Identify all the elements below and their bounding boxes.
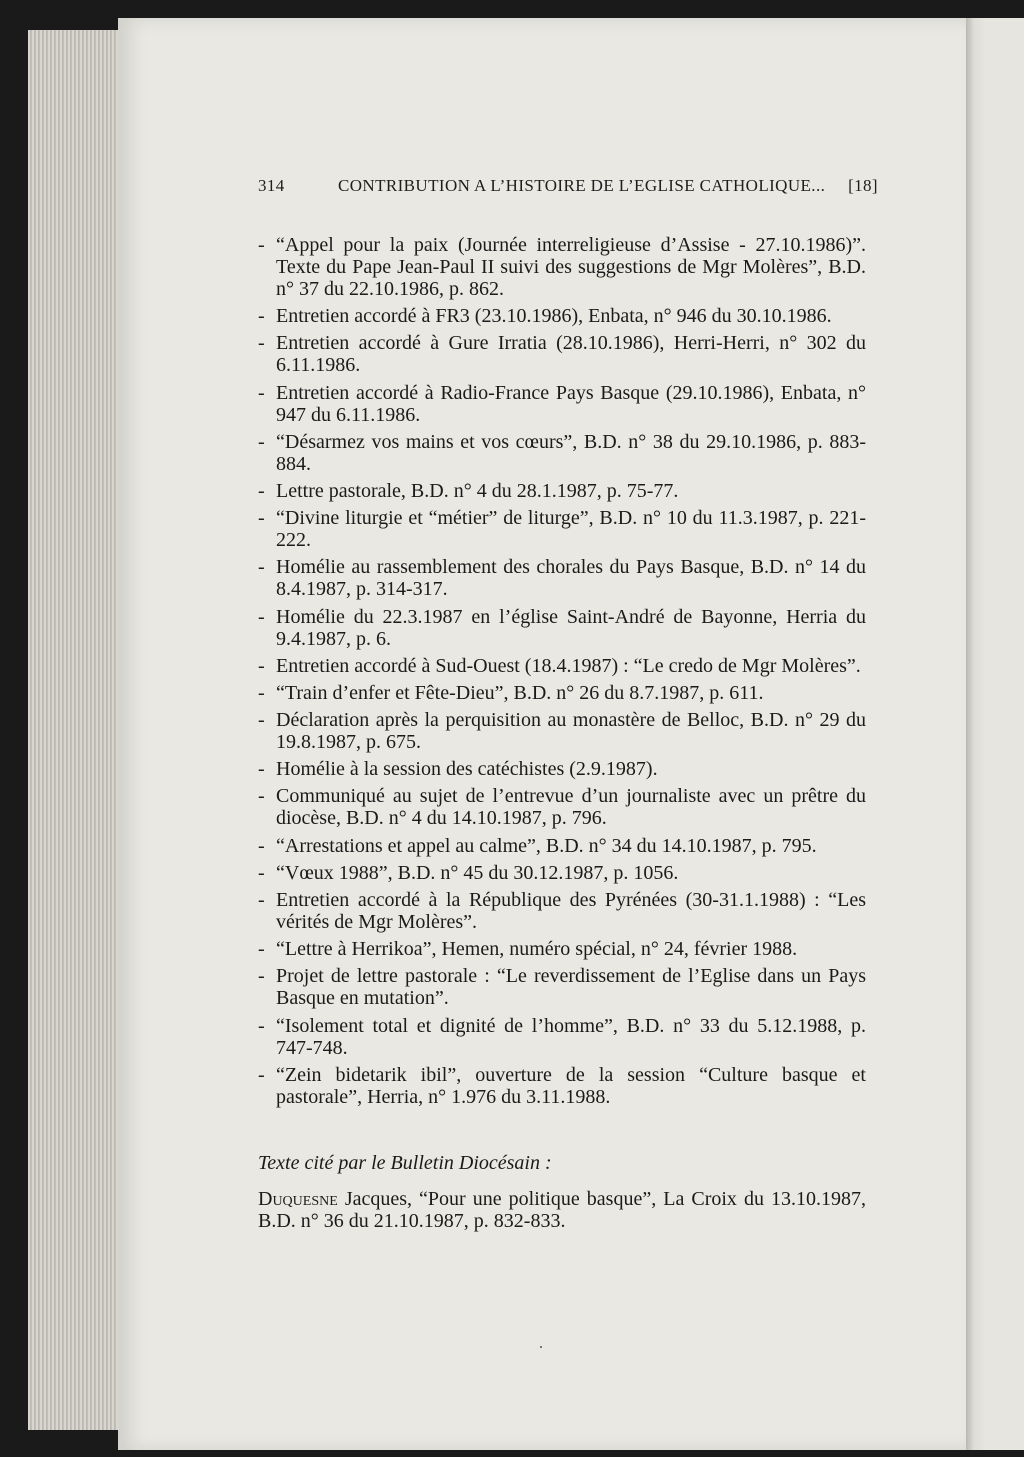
cited-text: Jacques, “Pour une politique basque”, La Croix du 13.10.1987, B.D. n° 36 du 21.10.1987, p. 832-833. bbox=[258, 1188, 866, 1232]
cited-author: Duquesne bbox=[258, 1188, 338, 1210]
running-title: CONTRIBUTION A L’HISTOIRE DE L’EGLISE CATHOLIQUE... bbox=[338, 176, 826, 195]
list-item: - Lettre pastorale, B.D. n° 4 du 28.1.1987, p. 75-77. bbox=[258, 480, 866, 502]
bibliography-list bbox=[258, 234, 866, 1113]
list-item: - “Appel pour la paix (Journée interreligieuse d’Assise - 27.10.1986)”. Texte du Pape Jean-Paul II suivi des suggestions de Mgr Molères”, B.D. n° 37 du 22.10.1986, p. 862. bbox=[258, 234, 866, 300]
section-number: [18] bbox=[848, 176, 878, 195]
list-item: - “Isolement total et dignité de l’homme”, B.D. n° 33 du 5.12.1988, p. 747-748. bbox=[258, 1015, 866, 1059]
list-item: - Entretien accordé à Radio-France Pays Basque (29.10.1986), Enbata, n° 947 du 6.11.1986. bbox=[258, 382, 866, 426]
list-item: - “Lettre à Herrikoa”, Hemen, numéro spécial, n° 24, février 1988. bbox=[258, 938, 866, 960]
book-page-edges bbox=[28, 30, 120, 1430]
print-speck bbox=[540, 1346, 542, 1348]
list-item: - “Vœux 1988”, B.D. n° 45 du 30.12.1987, p. 1056. bbox=[258, 862, 866, 884]
list-item: - Communiqué au sujet de l’entrevue d’un journaliste avec un prêtre du diocèse, B.D. n° 4 du 14.10.1987, p. 796. bbox=[258, 785, 866, 829]
list-item: - Homélie du 22.3.1987 en l’église Saint-André de Bayonne, Herria du 9.4.1987, p. 6. bbox=[258, 606, 866, 650]
list-item: - Entretien accordé à la République des Pyrénées (30-31.1.1988) : “Les vérités de Mgr Molères”. bbox=[258, 889, 866, 933]
page-number: 314 bbox=[258, 176, 285, 195]
list-item: - “Zein bidetarik ibil”, ouverture de la session “Culture basque et pastorale”, Herria, n° 1.976 du 3.11.1988. bbox=[258, 1064, 866, 1108]
list-item: - Homélie au rassemblement des chorales du Pays Basque, B.D. n° 14 du 8.4.1987, p. 314-317. bbox=[258, 556, 866, 600]
list-item: - Déclaration après la perquisition au monastère de Belloc, B.D. n° 29 du 19.8.1987, p. 675. bbox=[258, 709, 866, 753]
list-item: - Homélie à la session des catéchistes (2.9.1987). bbox=[258, 758, 866, 780]
list-item: - Entretien accordé à Gure Irratia (28.10.1986), Herri-Herri, n° 302 du 6.11.1986. bbox=[258, 332, 866, 376]
list-item: - “Arrestations et appel au calme”, B.D. n° 34 du 14.10.1987, p. 795. bbox=[258, 835, 866, 857]
cited-heading: Texte cité par le Bulletin Diocésain : bbox=[258, 1152, 552, 1174]
list-item: - “Divine liturgie et “métier” de liturge”, B.D. n° 10 du 11.3.1987, p. 221-222. bbox=[258, 507, 866, 551]
facing-page-edge bbox=[966, 18, 1024, 1450]
list-item: - Projet de lettre pastorale : “Le reverdissement de l’Eglise dans un Pays Basque en mutation”. bbox=[258, 965, 866, 1009]
list-item: - Entretien accordé à FR3 (23.10.1986), Enbata, n° 946 du 30.10.1986. bbox=[258, 305, 866, 327]
cited-reference bbox=[258, 1188, 866, 1232]
list-item: - Entretien accordé à Sud-Ouest (18.4.1987) : “Le credo de Mgr Molères”. bbox=[258, 655, 866, 677]
list-item: - “Désarmez vos mains et vos cœurs”, B.D. n° 38 du 29.10.1986, p. 883-884. bbox=[258, 431, 866, 475]
list-item: - “Train d’enfer et Fête-Dieu”, B.D. n° 26 du 8.7.1987, p. 611. bbox=[258, 682, 866, 704]
